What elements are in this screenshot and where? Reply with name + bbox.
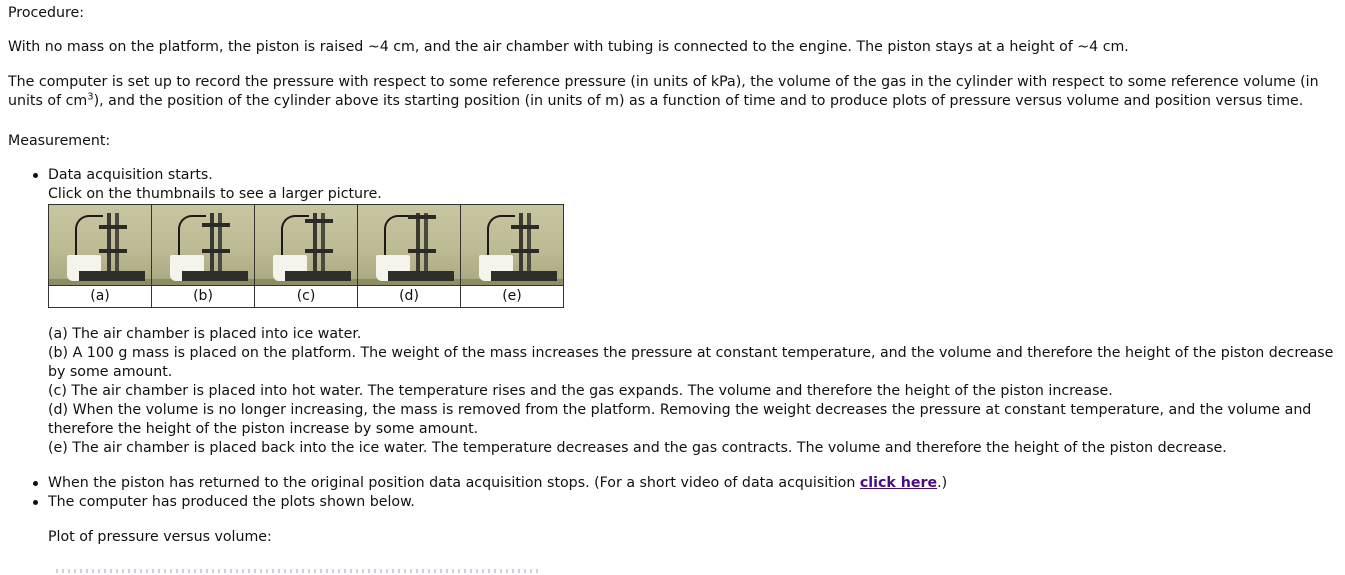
description-d: (d) When the volume is no longer increasing, the mass is removed from the platform. Removing the weight decreases the pressure at constant temperature, and the volume and therefore the height of the piston increase by some amount.: [48, 402, 1312, 437]
thumbnail-cell-a[interactable]: [49, 205, 152, 286]
computer-text-part-2: ), and the position of the cylinder above its starting position (in units of m) as a function of time and to produce plots of pressure versus volume and position versus time.: [93, 93, 1304, 109]
procedure-intro-paragraph: With no mass on the platform, the piston is raised ~4 cm, and the air chamber with tubing is connected to the engine. The piston stays at a height of ~4 cm.: [8, 39, 1129, 55]
step-descriptions: [48, 325, 1338, 458]
bullet-plots-produced: The computer has produced the plots shown below.: [48, 494, 415, 510]
thumbnail-table: [48, 204, 564, 308]
thumbnail-image-row: [49, 205, 564, 286]
description-e: (e) The air chamber is placed back into the ice water. The temperature decreases and the gas contracts. The volume and therefore the height of the piston decrease.: [48, 440, 1227, 456]
thumbnail-label-a: (a): [49, 286, 152, 308]
thumbnail-label-b: (b): [152, 286, 255, 308]
thumbnail-image-c[interactable]: [255, 205, 357, 285]
thumbnail-instruction: Click on the thumbnails to see a larger picture.: [48, 186, 382, 202]
bullet-acquisition-stops: [48, 474, 947, 493]
thumbnail-label-row: [49, 286, 564, 308]
thumbnail-image-e[interactable]: [461, 205, 563, 285]
thumbnail-image-d[interactable]: [358, 205, 460, 285]
bullet2-tail: .): [937, 475, 948, 491]
description-c: (c) The air chamber is placed into hot water. The temperature rises and the gas expands. The volume and therefore the height of the piston increase.: [48, 383, 1113, 399]
thumbnail-label-e: (e): [461, 286, 564, 308]
procedure-heading: Procedure:: [8, 5, 85, 21]
superscript-3: 3: [87, 91, 94, 103]
procedure-computer-paragraph: [8, 73, 1338, 111]
bullet2-text: When the piston has returned to the original position data acquisition stops. (For a short video of data acquisition: [48, 475, 860, 491]
thumbnail-image-a[interactable]: [49, 205, 151, 285]
measurement-heading: Measurement:: [8, 133, 111, 149]
description-b: (b) A 100 g mass is placed on the platform. The weight of the mass increases the pressure at constant temperature, and the volume and therefore the height of the piston decrease by some amount.: [48, 345, 1334, 380]
thumbnail-image-b[interactable]: [152, 205, 254, 285]
thumbnail-cell-b[interactable]: [152, 205, 255, 286]
thumbnail-cell-c[interactable]: [255, 205, 358, 286]
plot-caption: Plot of pressure versus volume:: [48, 529, 272, 545]
thumbnail-cell-e[interactable]: [461, 205, 564, 286]
bullet-data-acquisition-starts: Data acquisition starts.: [48, 167, 213, 183]
description-a: (a) The air chamber is placed into ice water.: [48, 326, 362, 342]
thumbnail-cell-d[interactable]: [358, 205, 461, 286]
video-link[interactable]: click here: [859, 475, 938, 491]
thumbnail-label-d: (d): [358, 286, 461, 308]
thumbnail-label-c: (c): [255, 286, 358, 308]
computer-text-part-1: The computer is set up to record the pressure with respect to some reference pressure (in units of kPa), the volume of the gas in the cylinder with respect to some reference volume (in units of cm: [8, 74, 1319, 109]
plot-top-edge: [56, 569, 541, 573]
